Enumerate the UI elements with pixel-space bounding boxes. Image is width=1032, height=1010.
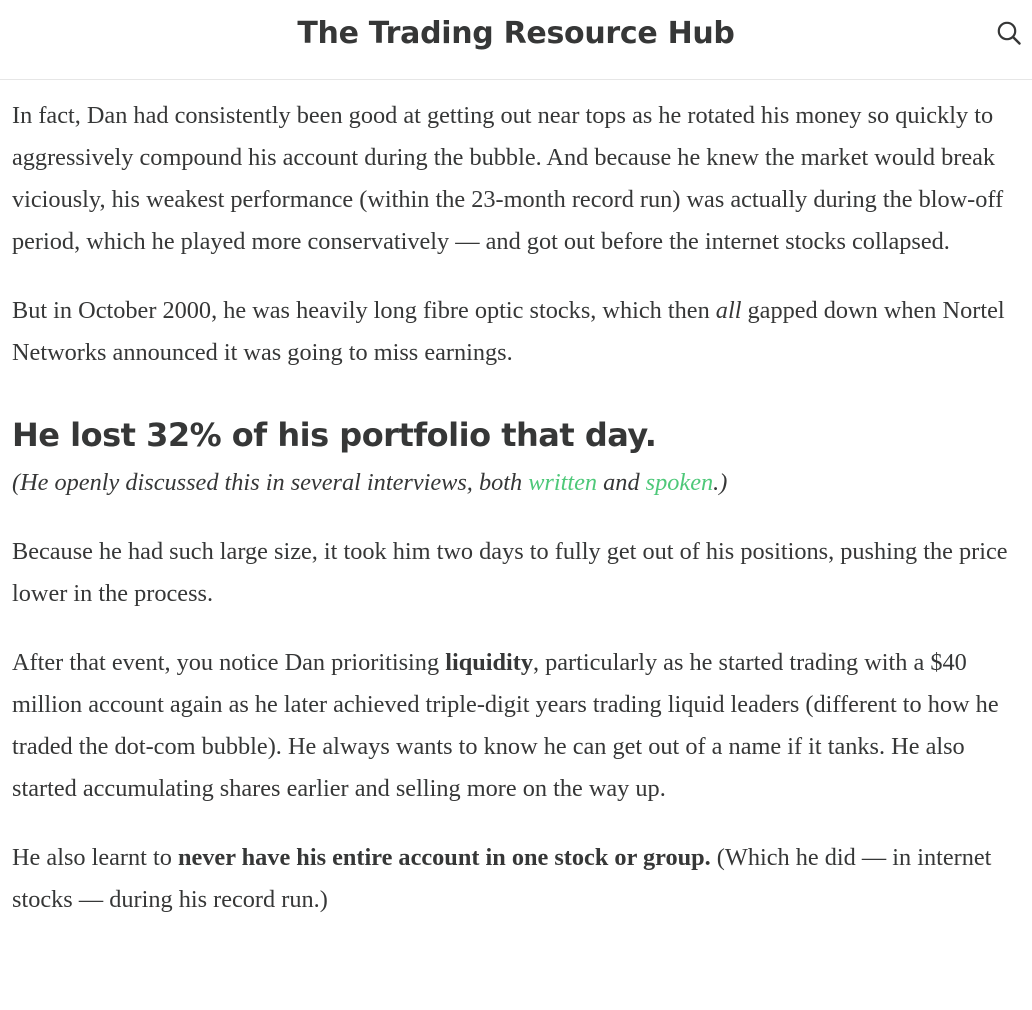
emphasis-all: all: [715, 297, 742, 324]
section-heading: He lost 32% of his portfolio that day.: [12, 416, 657, 454]
article-body: [12, 95, 1017, 948]
paragraph-2-text-end: gapped down when Nortel Networks announced it was going to miss earnings.: [12, 297, 1005, 366]
paragraph-1: In fact, Dan had consistently been good at getting out near tops as he rotated his money so quickly to aggressively compound his account during the bubble. And because he knew the market would break viciously, his weakest performance (within the 23-month record run) was actually during the blow-off period, which he played more conservatively — and got out before the internet stocks collapsed.: [12, 102, 1004, 255]
written-interview-link[interactable]: written: [528, 469, 598, 496]
paragraph-5: [12, 837, 1017, 921]
bold-liquidity: liquidity: [445, 649, 533, 676]
spoken-interview-link[interactable]: spoken: [645, 469, 714, 496]
paragraph-2-text: But in October 2000, he was heavily long fibre optic stocks, which then: [12, 297, 716, 324]
paragraph-2: [12, 290, 1017, 374]
search-button[interactable]: [994, 18, 1024, 48]
note-text-end: .): [713, 469, 728, 496]
bold-never-entire-account: never have his entire account in one stock or group.: [177, 844, 711, 871]
interview-note: [12, 462, 1017, 504]
paragraph-4: [12, 642, 1017, 810]
paragraph-5-text-end: (Which he did — in internet stocks — during his record run.): [12, 844, 992, 913]
paragraph-4-text: After that event, you notice Dan prioritising: [12, 649, 446, 676]
search-icon: [996, 20, 1022, 46]
paragraph-3: Because he had such large size, it took him two days to fully get out of his positions, pushing the price lower in the process.: [12, 538, 1008, 607]
note-text: (He openly discussed this in several interviews, both: [12, 469, 529, 496]
paragraph-5-text: He also learnt to: [12, 844, 178, 871]
note-text-and: and: [597, 469, 646, 496]
site-title[interactable]: The Trading Resource Hub: [297, 16, 735, 51]
paragraph-4-text-end: , particularly as he started trading with a $40 million account again as he later achieved triple-digit years trading liquid leaders (different to how he traded the dot-com bubble). He always wants to know he can get out of a name if it tanks. He also started accumulating shares earlier and selling more on the way up.: [12, 649, 999, 802]
site-header: [0, 0, 1032, 80]
